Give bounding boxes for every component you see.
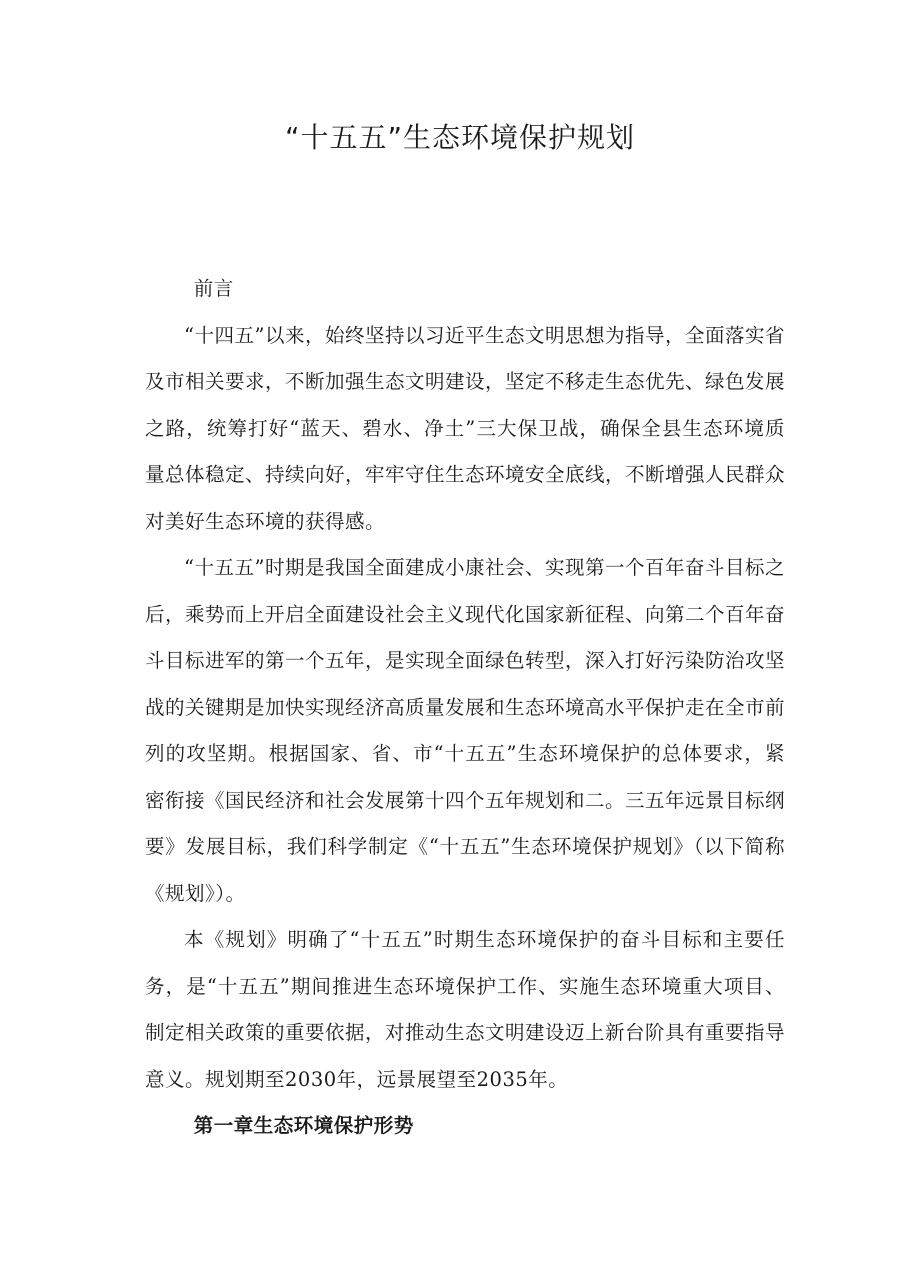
document-body: [145, 266, 785, 1150]
document-title: “十五五”生态环境保护规划: [284, 121, 635, 154]
paragraph-3: 本《规划》明确了“十五五”时期生态环境保护的奋斗目标和主要任务，是“十五五”期间推进生态环境保护工作、实施生态环境重大项目、制定相关政策的重要依据，对推动生态文明建设迈上新台阶具有重要指导意义。规划期至2030年，远景展望至2035年。: [145, 928, 786, 1091]
paragraph-2: “十五五”时期是我国全面建成小康社会、实现第一个百年奋斗目标之后，乘势而上开启全面建设社会主义现代化国家新征程、向第二个百年奋斗目标进军的第一个五年，是实现全面绿色转型，深入打好污染防治攻坚战的关键期是加快实现经济高质量发展和生态环境高水平保护走在全市前列的攻坚期。根据国家、省、市“十五五”生态环境保护的总体要求，紧密衔接《国民经济和社会发展第十四个五年规划和二。三五年远景目标纲要》发展目标，我们科学制定《“十五五”生态环境保护规划》（以下简称《规划》）。: [145, 556, 786, 905]
chapter-heading: 第一章生态环境保护形势: [193, 1114, 414, 1137]
preface-heading: 前言: [193, 277, 234, 300]
paragraph-1: “十四五”以来，始终坚持以习近平生态文明思想为指导，全面落实省及市相关要求，不断加强生态文明建设，坚定不移走生态优先、绿色发展之路，统筹打好“蓝天、碧水、净土”三大保卫战，确保全县生态环境质量总体稳定、持续向好，牢牢守住生态环境安全底线，不断增强人民群众对美好生态环境的获得感。: [145, 323, 786, 533]
